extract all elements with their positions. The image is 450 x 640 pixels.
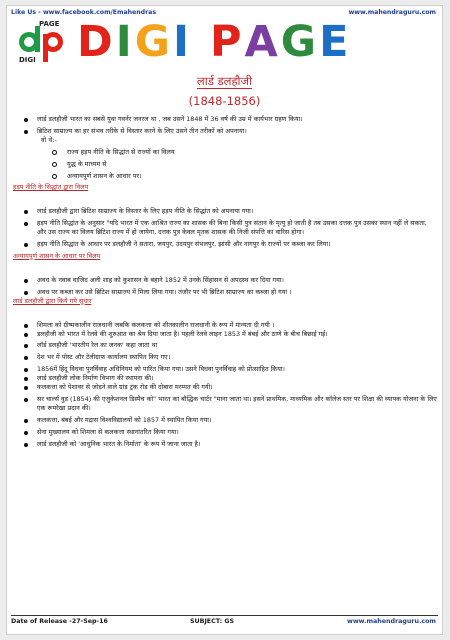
sub-list-item: अन्यायपूर्ण शासन के आधार पर। — [17, 172, 437, 181]
list-item: कलकत्ता, बंबई और मद्रास विश्वविद्यालयों को 1857 में स्थापित किया गया। — [17, 416, 437, 425]
footer-website-link[interactable]: www.mahendraguru.com — [347, 618, 436, 625]
document-page — [6, 5, 443, 635]
section-heading: हड़प नीति के सिद्धांत द्वारा विलय — [13, 183, 89, 192]
banner-letter: I — [173, 17, 192, 67]
list-item: सेना मुख्यालय को शिमला से कलकत्ता स्थानांतरित किया गया। — [17, 428, 437, 437]
website-link[interactable]: www.mahendraguru.com — [348, 9, 436, 16]
banner-letter: A — [244, 17, 281, 67]
list-item: सर चार्ल्स वुड (1854) की एजुकेशनल डिस्पैच को" भारत का बौद्धिक चार्टर "माना जाता था। इसने प्राथमिक, माध्यमिक और कॉलेज स्तर पर शिक्षा की व्यापक योजना के लिए एक रूपरेखा प्रदान की। — [17, 395, 437, 413]
logo-small-word: DIGI — [19, 56, 36, 64]
banner-letter: G — [280, 17, 320, 67]
list-item: लार्ड डलहौजी द्वारा ब्रिटिश साम्राज्य के विस्तार के लिए हड़प नीति के सिद्धांत को अपनाया गया। — [17, 207, 437, 216]
banner-letter: I — [115, 17, 135, 67]
sub-list-item: युद्ध के माध्यम से — [17, 160, 437, 169]
banner-letter: E — [319, 17, 352, 67]
digi-page-logo — [15, 20, 71, 66]
banner-letter: D — [77, 17, 116, 67]
list-item: अवध पर कब्जा कर उसे ब्रिटिश साम्राज्य में मिला लिया गया। तंजौर पर भी ब्रिटिश साम्राज्य का कब्जा हो गया । — [17, 288, 437, 297]
banner-letter: G — [134, 17, 173, 67]
list-item: लार्ड डलहौजी को 'आधुनिक भारत के निर्माता' के रूप में जाना जाता है। — [17, 440, 437, 449]
section-heading: अन्यायपूर्ण शासन के आधार पर विलय — [13, 251, 101, 260]
banner-letter — [192, 21, 210, 63]
list-item: डलहौजी को भारत में रेलवे की शुरुआत का श्रेय दिया जाता है। पहली रेलवे लाइन 1853 में बंबई और ठाणे के बीच बिछाई गई। — [17, 330, 437, 339]
list-item: अवध के नवाब वाजिद अली शाह को कुशासन के बहाने 1852 में उनके सिंहासन से अपदस्थ कर दिया गया। — [17, 276, 437, 285]
list-item: लार्ड डलहौजी लोक निर्माण विभाग की स्थापना की। — [17, 374, 437, 383]
methods-label: वो थे:- — [41, 135, 57, 144]
list-item: हड़प नीति सिद्धांत के अनुसार "यदि भारत में एक आश्रित राज्य का शासक की बिना किसी पुत्र संतान के मृत्यु हो जाती है तब उसका दत्तक पुत्र उसका स्थान नहीं ले सकता, और उस राज्य का विलय ब्रिटिश राज्य में हो जायेगा, दत्तक पुत्र केवल मृतक शासक की निजी संपत्ति का वारिस होगा। — [17, 219, 437, 237]
title-name: लार्ड डलहौजी — [196, 74, 253, 88]
section-heading: लार्ड डलहौजी द्वारा किये गये सुधार — [13, 296, 92, 305]
list-item: 1856में हिंदू विधवा पुनर्विवाह अधिनियम को पारित किया गया। उसने विधवा पुनर्विवाह को प्रोत्साहित किया। — [17, 365, 437, 374]
footer — [7, 616, 442, 630]
logo-word: PAGE — [39, 20, 60, 28]
facebook-link[interactable]: Like Us - www.facebook.com/Emahendras — [11, 9, 156, 16]
sub-list-item: राज्य हड़प नीति के सिद्धांत से राज्यों का विलय — [17, 148, 437, 157]
subject-label: SUBJECT: GS — [190, 618, 235, 625]
list-item: लार्ड डलहौजी भारत का सबसे युवा गवर्नर जनरल था , जब उसने 1848 में 36 वर्ष की उम्र में कार्यभार ग्रहण किया। — [17, 115, 437, 124]
page-title — [7, 74, 442, 89]
release-date: Date of Release -27-Sep-16 — [11, 618, 108, 625]
document-body — [13, 115, 437, 448]
banner-letter: P — [209, 17, 245, 67]
list-item: देश भर में पोस्ट और टेलीग्राफ कार्यालय स्थापित किए गए। — [17, 353, 437, 362]
digi-page-banner — [77, 17, 427, 67]
list-item: ब्रिटिश साम्राज्य का हर संभव तरीके से विस्तार करने के लिए उसने तीन तरीकों को अपनाया। — [17, 127, 437, 136]
list-item: शिमला को ग्रीष्मकालीन राजधानी जबकि कलकत्ता को शीतकालीन राजधानी के रूप में मान्यता दी गयी । — [17, 321, 437, 330]
list-item: कलकत्ता को पेशावर से जोड़ने वाले ग्रांड ट्रंक रोड की दोबारा मरम्मत की गयी। — [17, 383, 437, 392]
list-item: लॉर्ड डलहौजी 'भारतीय रेल का जनक' कहा जाता था — [17, 341, 437, 350]
title-years: (1848-1856) — [188, 94, 261, 108]
list-item: हड़प नीति सिद्धांत के आधार पर डलहौजी ने सतारा, जयपुर, उदयपुर संभलपुर, झांसी और नागपुर के राज्यों पर कब्जा कर लिया। — [17, 240, 437, 249]
